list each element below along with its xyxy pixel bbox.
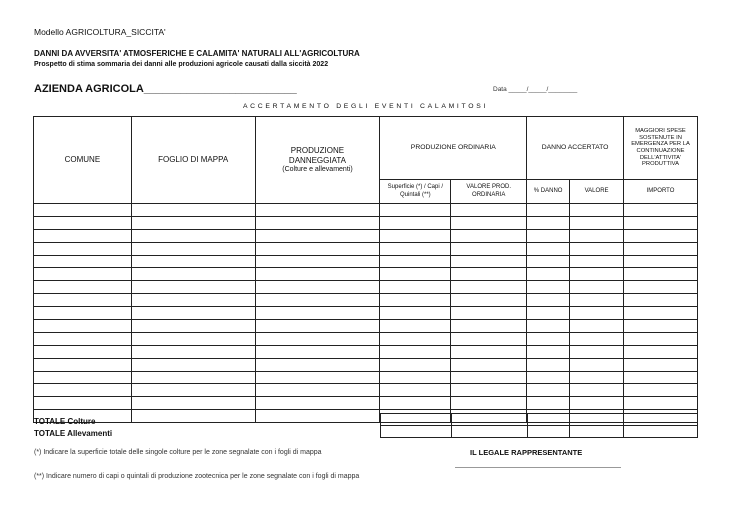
table-cell[interactable] xyxy=(255,345,380,358)
damage-table xyxy=(33,116,698,423)
header-importo: IMPORTO xyxy=(624,180,698,204)
table-row xyxy=(34,358,698,371)
table-cell[interactable] xyxy=(451,384,527,397)
table-cell[interactable] xyxy=(255,281,380,294)
table-cell[interactable] xyxy=(34,358,132,371)
table-cell[interactable] xyxy=(527,426,570,438)
table-cell[interactable] xyxy=(34,294,132,307)
total-colture-label: TOTALE Colture xyxy=(34,417,96,426)
table-cell[interactable] xyxy=(131,410,255,423)
header-produzione-sub: (Colture e allevamenti) xyxy=(282,165,353,173)
table-cell[interactable] xyxy=(570,426,624,438)
table-cell[interactable] xyxy=(570,255,624,268)
table-cell[interactable] xyxy=(527,255,570,268)
table-cell[interactable] xyxy=(131,229,255,242)
table-cell[interactable] xyxy=(527,371,570,384)
table-cell[interactable] xyxy=(380,384,451,397)
table-cell[interactable] xyxy=(570,320,624,333)
table-cell[interactable] xyxy=(451,397,527,410)
table-cell[interactable] xyxy=(380,332,451,345)
section-title: ACCERTAMENTO DEGLI EVENTI CALAMITOSI xyxy=(242,103,489,110)
table-cell[interactable] xyxy=(380,358,451,371)
date-field[interactable]: Data _____/_____/________ xyxy=(493,86,578,93)
table-cell[interactable] xyxy=(570,281,624,294)
table-cell[interactable] xyxy=(527,307,570,320)
table-row xyxy=(34,216,698,229)
table-cell[interactable] xyxy=(624,307,698,320)
table-cell[interactable] xyxy=(624,397,698,410)
table-cell[interactable] xyxy=(624,204,698,217)
table-cell[interactable] xyxy=(570,371,624,384)
header-produzione-main: PRODUZIONE DANNEGGIATA xyxy=(288,145,346,165)
table-cell[interactable] xyxy=(131,216,255,229)
table-row xyxy=(34,229,698,242)
table-cell[interactable] xyxy=(527,229,570,242)
table-cell[interactable] xyxy=(527,332,570,345)
table-cell[interactable] xyxy=(34,255,132,268)
table-cell[interactable] xyxy=(34,281,132,294)
table-cell[interactable] xyxy=(624,371,698,384)
table-cell[interactable] xyxy=(34,345,132,358)
table-cell[interactable] xyxy=(255,332,380,345)
table-cell[interactable] xyxy=(570,332,624,345)
table-cell[interactable] xyxy=(380,255,451,268)
table-cell[interactable] xyxy=(527,204,570,217)
table-cell[interactable] xyxy=(527,320,570,333)
table-cell[interactable] xyxy=(380,242,451,255)
table-cell[interactable] xyxy=(527,216,570,229)
table-row xyxy=(34,204,698,217)
table-cell[interactable] xyxy=(381,426,452,438)
table-cell[interactable] xyxy=(624,320,698,333)
table-row xyxy=(34,345,698,358)
table-cell[interactable] xyxy=(451,294,527,307)
table-cell[interactable] xyxy=(381,414,452,426)
table-cell[interactable] xyxy=(527,384,570,397)
table-cell[interactable] xyxy=(255,410,380,423)
table-cell[interactable] xyxy=(624,268,698,281)
table-cell[interactable] xyxy=(570,242,624,255)
table-cell[interactable] xyxy=(570,358,624,371)
table-cell[interactable] xyxy=(624,216,698,229)
table-cell[interactable] xyxy=(131,268,255,281)
legal-representative-label: IL LEGALE RAPPRESENTANTE xyxy=(470,448,583,457)
table-row xyxy=(34,255,698,268)
table-cell[interactable] xyxy=(451,229,527,242)
table-cell[interactable] xyxy=(131,307,255,320)
table-cell[interactable] xyxy=(131,204,255,217)
header-comune: COMUNE xyxy=(34,117,132,204)
header-valore: VALORE xyxy=(570,180,624,204)
table-cell[interactable] xyxy=(380,371,451,384)
table-cell[interactable] xyxy=(451,216,527,229)
table-cell[interactable] xyxy=(570,216,624,229)
table-cell[interactable] xyxy=(34,320,132,333)
table-cell[interactable] xyxy=(255,268,380,281)
table-cell[interactable] xyxy=(255,320,380,333)
table-cell[interactable] xyxy=(527,397,570,410)
table-cell[interactable] xyxy=(624,345,698,358)
table-cell[interactable] xyxy=(527,358,570,371)
table-cell[interactable] xyxy=(624,294,698,307)
table-cell[interactable] xyxy=(131,242,255,255)
table-cell[interactable] xyxy=(527,345,570,358)
table-cell[interactable] xyxy=(255,216,380,229)
table-cell[interactable] xyxy=(451,358,527,371)
table-cell[interactable] xyxy=(527,294,570,307)
table-cell[interactable] xyxy=(624,384,698,397)
table-row xyxy=(34,281,698,294)
table-cell[interactable] xyxy=(255,229,380,242)
table-cell[interactable] xyxy=(570,414,624,426)
table-cell[interactable] xyxy=(34,371,132,384)
table-row xyxy=(34,294,698,307)
header-prod-ordinaria: PRODUZIONE ORDINARIA xyxy=(380,117,527,180)
table-row xyxy=(34,371,698,384)
table-cell[interactable] xyxy=(255,397,380,410)
table-cell[interactable] xyxy=(624,426,698,438)
table-cell[interactable] xyxy=(34,204,132,217)
table-cell[interactable] xyxy=(570,204,624,217)
totals-row-colture xyxy=(381,414,698,426)
table-cell[interactable] xyxy=(131,320,255,333)
table-cell[interactable] xyxy=(527,242,570,255)
table-cell[interactable] xyxy=(131,345,255,358)
table-cell[interactable] xyxy=(34,332,132,345)
table-cell[interactable] xyxy=(570,397,624,410)
table-cell[interactable] xyxy=(131,397,255,410)
table-cell[interactable] xyxy=(451,332,527,345)
table-cell[interactable] xyxy=(570,384,624,397)
table-cell[interactable] xyxy=(34,242,132,255)
table-cell[interactable] xyxy=(34,307,132,320)
table-cell[interactable] xyxy=(34,384,132,397)
total-allevamenti-label: TOTALE Allevamenti xyxy=(34,429,113,438)
table-cell[interactable] xyxy=(255,384,380,397)
table-cell[interactable] xyxy=(451,255,527,268)
table-cell[interactable] xyxy=(255,242,380,255)
table-cell[interactable] xyxy=(451,414,527,426)
table-cell[interactable] xyxy=(570,345,624,358)
table-cell[interactable] xyxy=(451,320,527,333)
totals-row-allevamenti xyxy=(381,426,698,438)
table-cell[interactable] xyxy=(451,426,527,438)
table-cell[interactable] xyxy=(380,281,451,294)
table-cell[interactable] xyxy=(34,229,132,242)
table-cell[interactable] xyxy=(380,229,451,242)
table-cell[interactable] xyxy=(570,229,624,242)
table-cell[interactable] xyxy=(527,268,570,281)
table-cell[interactable] xyxy=(34,216,132,229)
table-cell[interactable] xyxy=(624,332,698,345)
table-row xyxy=(34,268,698,281)
table-cell[interactable] xyxy=(255,294,380,307)
table-cell[interactable] xyxy=(451,204,527,217)
company-field[interactable]: AZIENDA AGRICOLA_________________________ xyxy=(34,83,297,95)
table-cell[interactable] xyxy=(527,414,570,426)
header-valore-prod: VALORE PROD. ORDINARIA xyxy=(451,180,527,204)
table-cell[interactable] xyxy=(451,345,527,358)
table-cell[interactable] xyxy=(570,307,624,320)
table-row xyxy=(34,320,698,333)
header-produzione xyxy=(255,117,380,204)
table-cell[interactable] xyxy=(624,414,698,426)
table-cell[interactable] xyxy=(255,255,380,268)
table-cell[interactable] xyxy=(34,397,132,410)
table-cell[interactable] xyxy=(380,294,451,307)
header-foglio: FOGLIO DI MAPPA xyxy=(131,117,255,204)
table-row xyxy=(34,397,698,410)
table-row xyxy=(34,307,698,320)
table-cell[interactable] xyxy=(624,242,698,255)
table-cell[interactable] xyxy=(380,204,451,217)
table-cell[interactable] xyxy=(255,358,380,371)
table-cell[interactable] xyxy=(380,345,451,358)
table-cell[interactable] xyxy=(570,268,624,281)
totals-table xyxy=(380,413,698,438)
table-cell[interactable] xyxy=(380,307,451,320)
table-cell[interactable] xyxy=(380,320,451,333)
table-cell[interactable] xyxy=(131,371,255,384)
table-cell[interactable] xyxy=(131,255,255,268)
table-cell[interactable] xyxy=(570,294,624,307)
table-cell[interactable] xyxy=(451,268,527,281)
table-cell[interactable] xyxy=(624,229,698,242)
table-cell[interactable] xyxy=(131,358,255,371)
footnote-1: (*) Indicare la superficie totale delle singole colture per le zone segnalate con i fogli di mappa xyxy=(34,449,322,456)
table-cell[interactable] xyxy=(451,371,527,384)
table-cell[interactable] xyxy=(451,242,527,255)
header-maggiori-spese: MAGGIORI SPESE SOSTENUTE IN EMERGENZA PER LA CONTINUAZIONE DELL'ATTIVITA' PRODUTTIVA xyxy=(624,117,698,180)
signature-line[interactable] xyxy=(455,467,621,468)
table-cell[interactable] xyxy=(624,281,698,294)
table-cell[interactable] xyxy=(451,281,527,294)
table-cell[interactable] xyxy=(131,384,255,397)
header-danno-accertato: DANNO ACCERTATO xyxy=(527,117,624,180)
table-cell[interactable] xyxy=(380,268,451,281)
header-perc-danno: % DANNO xyxy=(527,180,570,204)
table-row xyxy=(34,242,698,255)
table-cell[interactable] xyxy=(624,358,698,371)
table-cell[interactable] xyxy=(624,255,698,268)
footnote-2: (**) Indicare numero di capi o quintali di produzione zootecnica per le zone segnalate con i fogli di mappa xyxy=(34,473,360,480)
table-row xyxy=(34,384,698,397)
table-cell[interactable] xyxy=(131,281,255,294)
document-title: DANNI DA AVVERSITA' ATMOSFERICHE E CALAMITA' NATURALI ALL'AGRICOLTURA xyxy=(34,49,360,58)
table-cell[interactable] xyxy=(527,281,570,294)
table-cell[interactable] xyxy=(255,204,380,217)
table-cell[interactable] xyxy=(451,307,527,320)
table-cell[interactable] xyxy=(255,307,380,320)
table-cell[interactable] xyxy=(34,268,132,281)
document-subtitle: Prospetto di stima sommaria dei danni alle produzioni agricole causati dalla siccità 2022 xyxy=(34,61,329,68)
table-row xyxy=(34,332,698,345)
table-cell[interactable] xyxy=(131,332,255,345)
table-cell[interactable] xyxy=(380,216,451,229)
model-label: Modello AGRICOLTURA_SICCITA' xyxy=(34,27,166,37)
table-cell[interactable] xyxy=(255,371,380,384)
header-superficie: Superficie (*) / Capi / Quintali (**) xyxy=(380,180,451,204)
table-cell[interactable] xyxy=(131,294,255,307)
table-cell[interactable] xyxy=(380,397,451,410)
